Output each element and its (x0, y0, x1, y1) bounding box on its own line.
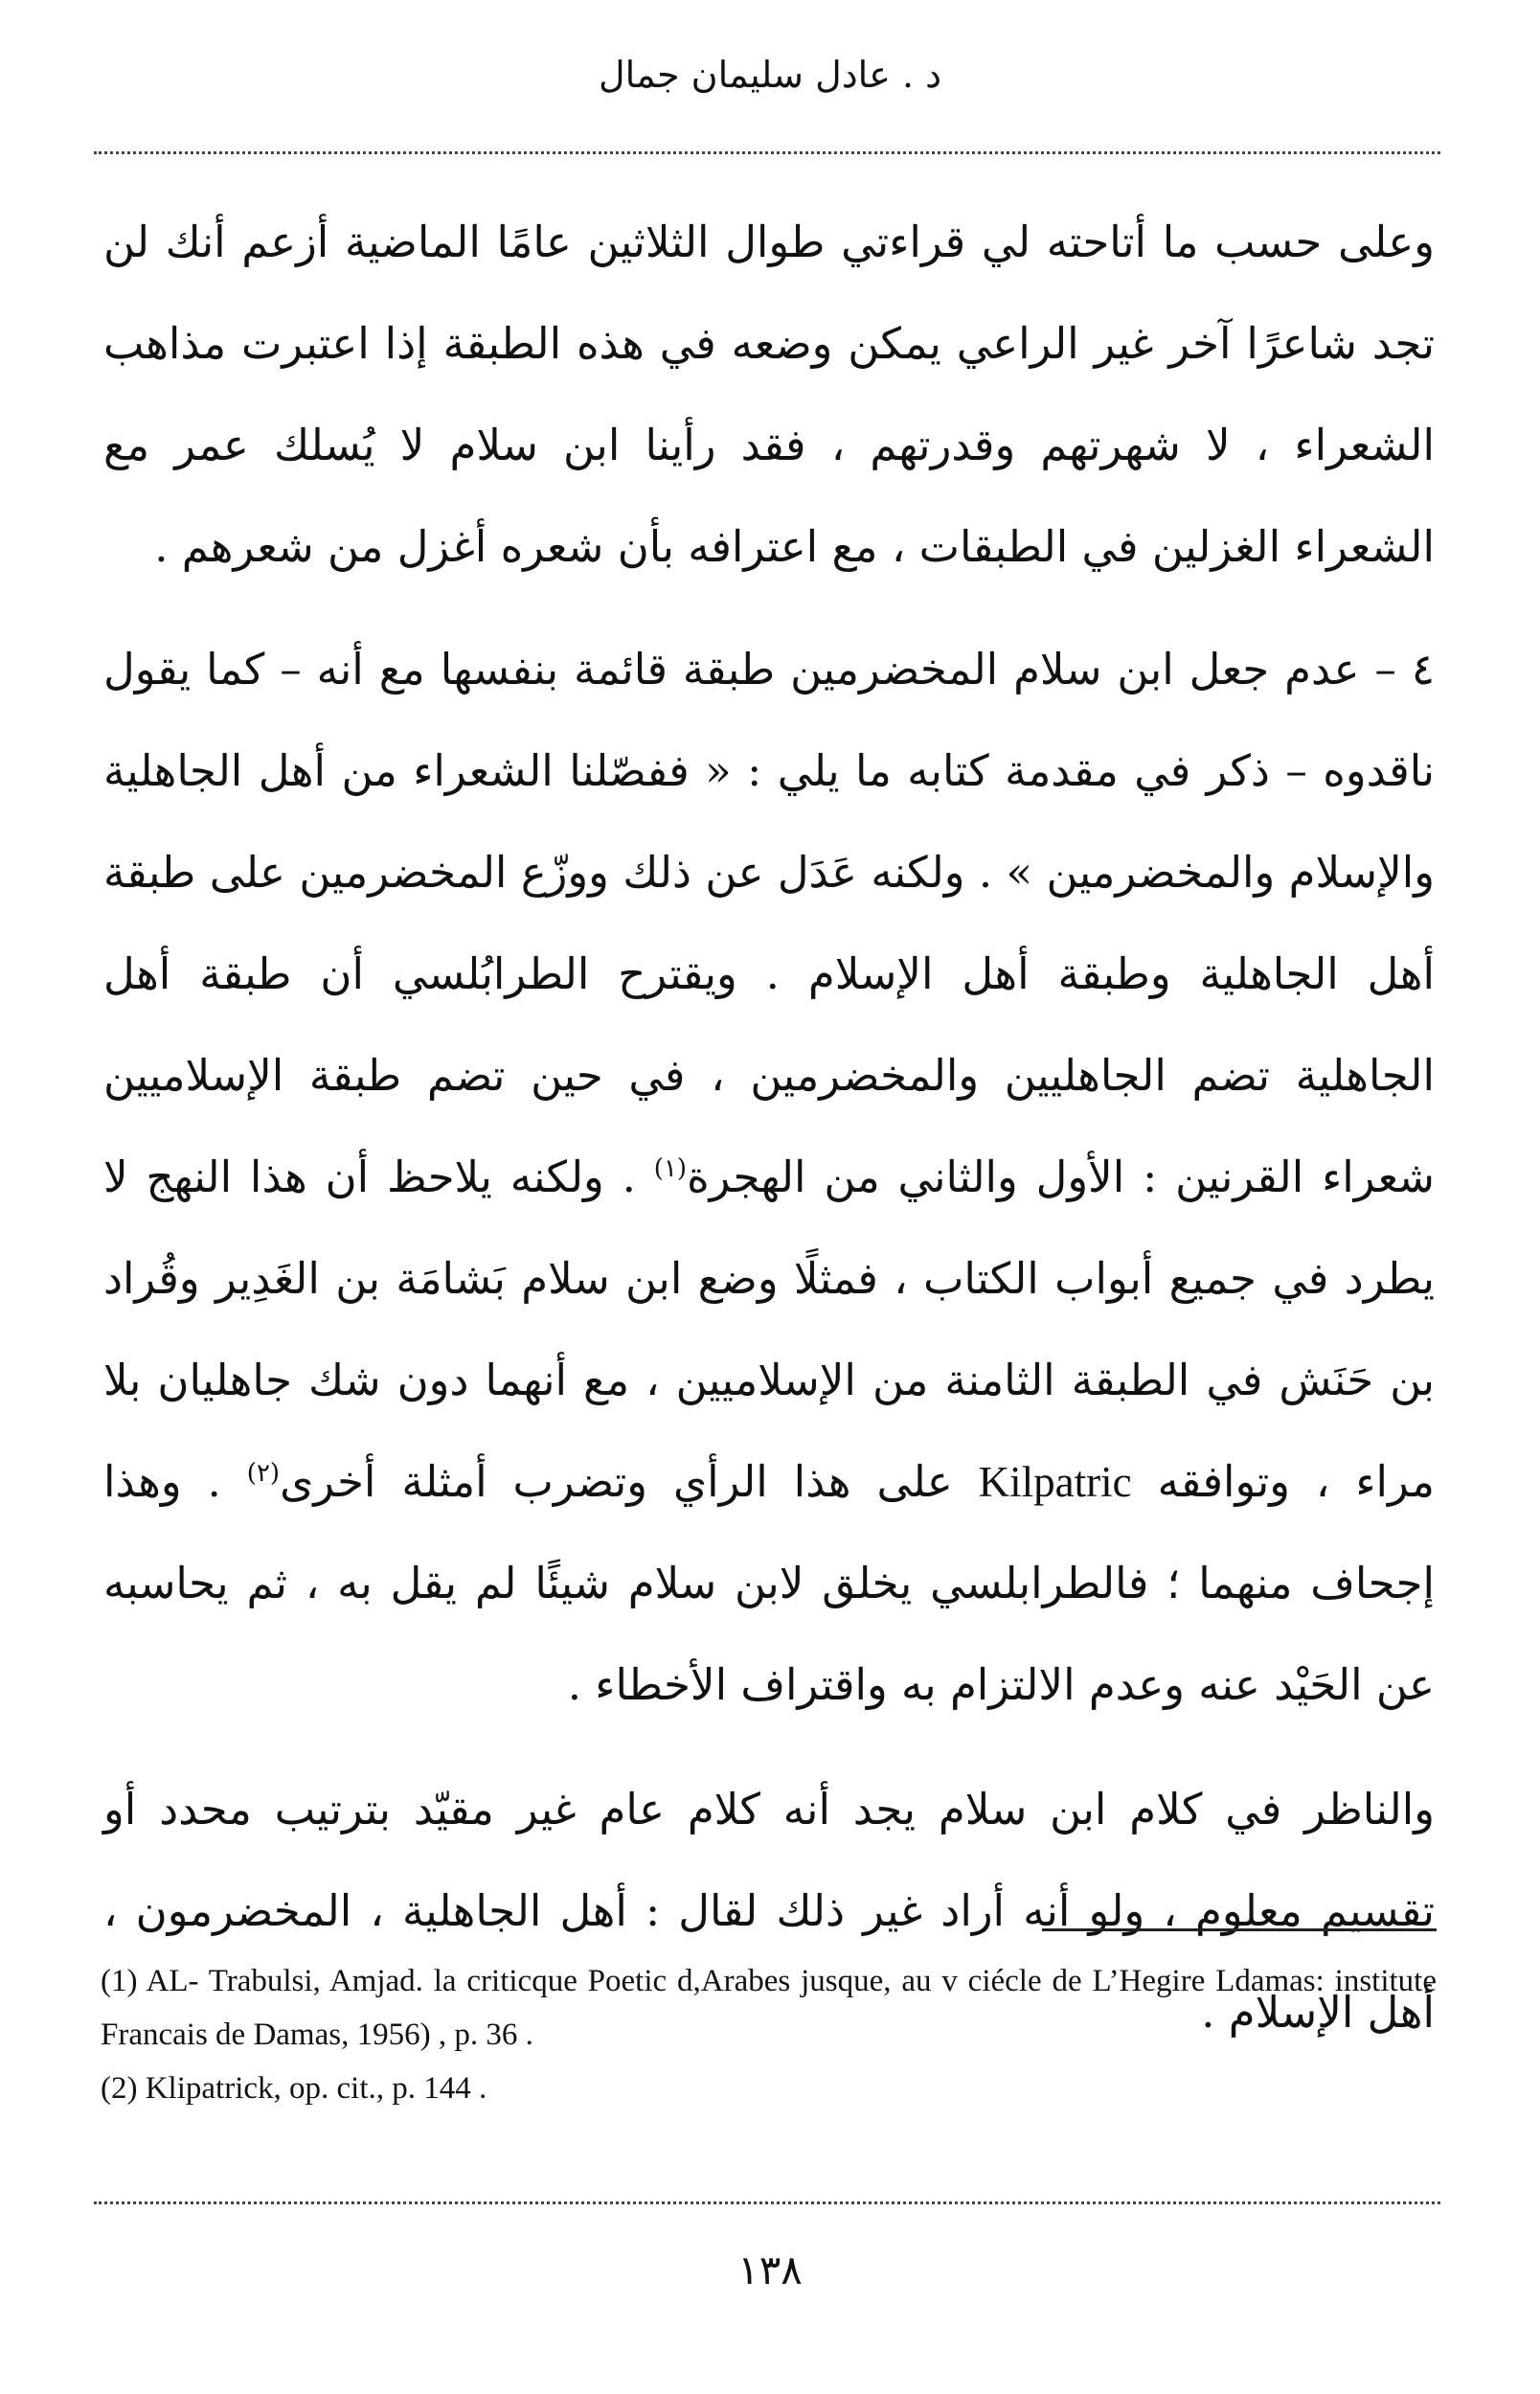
footnote-divider (1042, 1928, 1437, 1931)
footnote-2: (2) Klipatrick, op. cit., p. 144 . (101, 2071, 487, 2106)
paragraph-2 (103, 619, 1435, 1736)
paragraph-2-part-b: . ولكنه يلاحظ أن هذا النهج لا يطرد في جميع أبواب الكتاب ، فمثلًا وضع ابن سلام بَشامَة بن الغَدِير وقُراد بن حَنَش في الطبقة الثامنة من الإسلاميين ، مع أنهما دون شك جاهليان بلا مراء ، وتوافقه (103, 1151, 1435, 1507)
paragraph-2-part-a: ٤ – عدم جعل ابن سلام المخضرمين طبقة قائمة بنفسها مع أنه – كما يقول ناقدوه – ذكر في مقدمة كتابه ما يلي : « ففصّلنا الشعراء من أهل الجاهلية والإسلام والمخضرمين » . ولكنه عَدَل عن ذلك ووزّع المخضرمين على طبقة أهل الجاهلية وطبقة أهل الإسلام . ويقترح الطرابُلسي أن طبقة أهل الجاهلية تضم الجاهليين والمخضرمين ، في حين تضم طبقة الإسلاميين شعراء القرنين : الأول والثاني من الهجرة (103, 644, 1435, 1202)
footnote-1: (1) AL- Trabulsi, Amjad. la criticque Poetic d,Arabes jusque, au v ciécle de L’Hegire Ldamas: institute Francais de Damas, 1956) , p. 36 . (101, 1964, 1437, 2052)
paragraph-2-part-d: . وهذا إجحاف منهما ؛ فالطرابلسي يخلق لابن سلام شيئًا لم يقل به ، ثم يحاسبه عن الحَيْد عنه وعدم الالتزام به واقتراف الأخطاء . (103, 1456, 1435, 1710)
latin-name-kilpatric: Kilpatric (978, 1458, 1132, 1506)
page-number: ١٣٨ (737, 2246, 803, 2293)
running-head: د . عادل سليمان جمال (598, 54, 942, 96)
main-text (103, 192, 1435, 2063)
footer-divider (94, 2201, 1440, 2204)
footnote-ref-2: (٢) (246, 1459, 281, 1488)
footnotes (101, 1954, 1437, 2115)
paragraph-1: وعلى حسب ما أتاحته لي قراءتي طوال الثلاثين عامًا الماضية أزعم أنك لن تجد شاعرًا آخر غير الراعي يمكن وضعه في هذه الطبقة إذا اعتبرت مذاهب الشعراء ، لا شهرتهم وقدرتهم ، فقد رأينا ابن سلام لا يُسلك عمر مع الشعراء الغزلين في الطبقات ، مع اعترافه بأن شعره أغزل من شعرهم . (103, 217, 1435, 572)
paragraph-3: والناظر في كلام ابن سلام يجد أنه كلام عام غير مقيّد بترتيب محدد أو تقسيم معلوم ، ولو أنه أراد غير ذلك لقال : أهل الجاهلية ، المخضرمون ، أهل الإسلام . (103, 1784, 1435, 2038)
paragraph-2-part-c: على هذا الرأي وتضرب أمثلة أخرى (280, 1456, 979, 1507)
header-divider (94, 151, 1440, 154)
footnote-ref-1: (١) (653, 1154, 688, 1183)
